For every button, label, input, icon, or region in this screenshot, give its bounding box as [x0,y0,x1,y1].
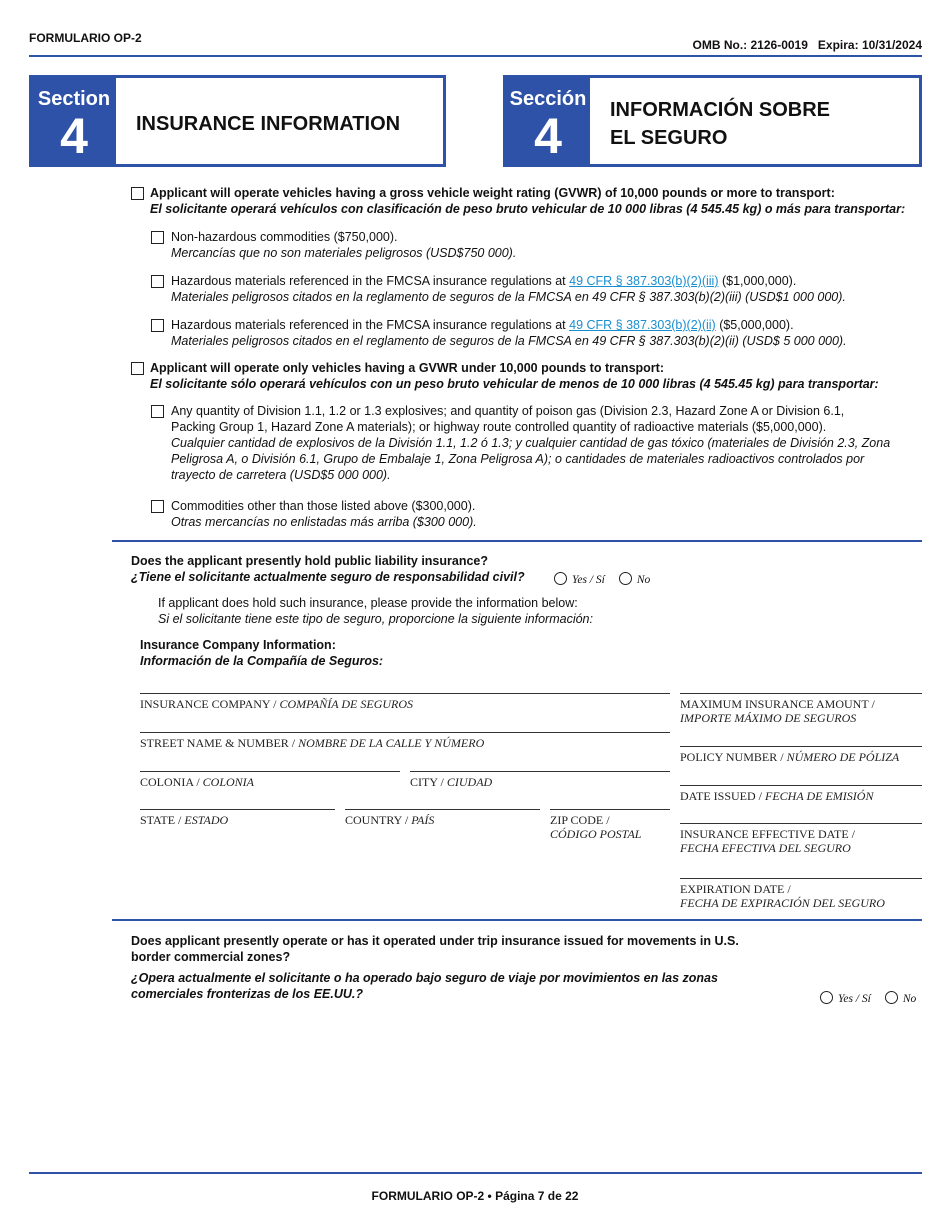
footer-divider [29,1172,922,1174]
issued-field-label [680,789,873,803]
option-en: Non-hazardous commodities ($750,000). [171,230,398,244]
omb-info [693,38,922,52]
effective-field-label [680,827,855,855]
label-en: STREET NAME & NUMBER / [140,736,299,750]
gvwr-under-en: Applicant will operate only vehicles having a GVWR under 10,000 pounds to transport: [150,361,664,375]
city-field-label [410,775,492,789]
label-es: COLONIA [202,775,255,789]
section-header-es [503,75,922,167]
gvwr-over-es: El solicitante operará vehículos con clasificación de peso bruto vehicular de 10 000 libras (4 545.45 kg) o más para transportar: [150,202,906,216]
label-es: NOMBRE DE LA CALLE Y NÚMERO [298,736,485,750]
colonia-input-line[interactable] [140,771,400,772]
section-divider [112,919,922,921]
city-input-line[interactable] [410,771,670,772]
country-field-label [345,813,434,827]
max-amount-input-line[interactable] [680,693,922,694]
street-field-label [140,736,484,750]
label-en: EXPIRATION DATE / [680,882,791,896]
option-es: Materiales peligrosos citados en la reglamento de seguros de la FMCSA en 49 CFR § 387.303(b)(2)(iii) (USD$1 000 000). [171,290,846,304]
zip-field-label [550,813,641,841]
gvwr-under-label [150,360,930,392]
option-en: Packing Group 1, Hazard Zone A materials); or highway route controlled quantity of radioactive materials ($5,000,000). [171,420,827,434]
section-title: INSURANCE INFORMATION [136,113,401,135]
radio-label: No [902,993,917,1005]
country-input-line[interactable] [345,809,540,810]
liability-no-radio[interactable] [619,572,632,585]
issued-input-line[interactable] [680,785,922,786]
label-en: COLONIA / [140,775,203,789]
zip-input-line[interactable] [550,809,670,810]
company-heading-en: Insurance Company Information: [140,638,336,652]
section-title-line: EL SEGURO [610,127,728,149]
max-amount-field-label [680,697,875,725]
label-es: IMPORTE MÁXIMO DE SEGUROS [680,711,857,725]
state-field-label [140,813,228,827]
page-footer: FORMULARIO OP-2 • Página 7 de 22 [371,1189,579,1203]
section-word: Sección [509,88,587,110]
trip-radio-group [820,989,916,1007]
other-commodities-checkbox[interactable] [151,500,164,513]
label-en: INSURANCE EFFECTIVE DATE / [680,827,856,841]
label-en: INSURANCE COMPANY / [140,697,280,711]
hazmat-5m-label [171,317,921,349]
section-title-line: INFORMACIÓN SOBRE [610,99,830,121]
instructions-es: Si el solicitante tiene este tipo de seguro, proporcione la siguiente información: [158,612,593,626]
option-es: Mercancías que no son materiales peligrosos (USD$750 000). [171,246,517,260]
expiration-input-line[interactable] [680,878,922,879]
liability-yes-option[interactable] [554,572,605,586]
omb-number: OMB No.: 2126-0019 [692,38,808,52]
liability-question [131,553,561,585]
option-amount: ($1,000,000). [718,274,797,288]
effective-input-line[interactable] [680,823,922,824]
label-es: CÓDIGO POSTAL [550,827,642,841]
trip-question-en: border commercial zones? [131,950,291,964]
explosives-checkbox[interactable] [151,405,164,418]
option-amount: ($5,000,000). [715,318,794,332]
option-es: trayecto de carretera (USD$5 000 000). [171,468,391,482]
policy-input-line[interactable] [680,746,922,747]
company-field-label [140,697,413,711]
instructions-en: If applicant does hold such insurance, please provide the information below: [158,596,578,610]
label-en: DATE ISSUED / [680,789,766,803]
option-text: Hazardous materials referenced in the FMCSA insurance regulations at [171,274,570,288]
label-es: FECHA EFECTIVA DEL SEGURO [680,841,851,855]
option-en: Commodities other than those listed above ($300,000). [171,499,476,513]
liability-question-es: ¿Tiene el solicitante actualmente seguro de responsabilidad civil? [131,570,525,584]
option-en [171,273,921,289]
header-divider [29,55,922,57]
colonia-field-label [140,775,254,789]
liability-radio-group [554,570,664,588]
section-header-en [29,75,446,167]
street-input-line[interactable] [140,732,670,733]
radio-label: No [636,574,651,586]
trip-question [131,933,791,1002]
section-word: Section [37,88,111,110]
policy-field-label [680,750,899,764]
label-en: MAXIMUM INSURANCE AMOUNT / [680,697,875,711]
gvwr-under-checkbox[interactable] [131,362,144,375]
section-title [610,96,830,152]
company-heading [140,637,640,669]
section-number: 4 [60,108,88,164]
label-en: STATE / [140,813,185,827]
gvwr-over-checkbox[interactable] [131,187,144,200]
gvwr-over-label [150,185,930,217]
trip-no-radio[interactable] [885,991,898,1004]
non-hazardous-label [171,229,921,261]
option-en [171,317,921,333]
cfr-link[interactable]: 49 CFR § 387.303(b)(2)(iii) [569,274,719,288]
trip-yes-option[interactable] [820,991,871,1005]
company-heading-es: Información de la Compañía de Seguros: [140,654,384,668]
label-es: FECHA DE EXPIRACIÓN DEL SEGURO [680,896,885,910]
form-id: FORMULARIO OP-2 [29,31,142,45]
section-divider [112,540,922,542]
label-es: PAÍS [411,813,435,827]
section-badge [506,78,590,164]
trip-question-en: Does applicant presently operate or has it operated under trip insurance issued for movements in U.S. [131,934,739,948]
cfr-link[interactable]: 49 CFR § 387.303(b)(2)(ii) [569,318,716,332]
state-input-line[interactable] [140,809,335,810]
trip-yes-radio[interactable] [820,991,833,1004]
hazmat-1m-checkbox[interactable] [151,275,164,288]
gvwr-over-en: Applicant will operate vehicles having a gross vehicle weight rating (GVWR) of 10,000 pounds or more to transport: [150,186,835,200]
label-es: ESTADO [184,813,229,827]
other-commodities-label [171,498,921,530]
liability-question-en: Does the applicant presently hold public liability insurance? [131,554,489,568]
trip-question-es: ¿Opera actualmente el solicitante o ha operado bajo seguro de viaje por movimientos en las zonas [131,971,718,985]
non-hazardous-checkbox[interactable] [151,231,164,244]
option-es: Peligrosa A, o División 6.1, Grupo de Embalaje 1, Zona Peligrosa A); o cantidades de materiales radioactivos controlados por [171,452,865,466]
label-es: CIUDAD [446,775,493,789]
label-es: FECHA DE EMISIÓN [765,789,874,803]
explosives-label [171,403,926,483]
label-en: COUNTRY / [345,813,412,827]
hazmat-1m-label [171,273,921,305]
company-input-line[interactable] [140,693,670,694]
label-en: ZIP CODE / [550,813,610,827]
section-badge [32,78,116,164]
liability-no-option[interactable] [619,572,650,586]
trip-no-option[interactable] [885,991,916,1005]
section-number: 4 [534,108,562,164]
option-text: Hazardous materials referenced in the FMCSA insurance regulations at [171,318,570,332]
option-es: Otras mercancías no enlistadas más arriba ($300 000). [171,515,477,529]
trip-question-es: comerciales fronterizas de los EE.UU.? [131,987,364,1001]
label-en: CITY / [410,775,447,789]
expiration: Expira: 10/31/2024 [817,38,922,52]
label-en: POLICY NUMBER / [680,750,787,764]
radio-label: Yes / Sí [572,574,605,586]
gvwr-under-es: El solicitante sólo operará vehículos con un peso bruto vehicular de menos de 10 000 libras (4 545.45 kg) para transportar: [150,377,879,391]
expiration-field-label [680,882,885,910]
hazmat-5m-checkbox[interactable] [151,319,164,332]
option-es: Cualquier cantidad de explosivos de la División 1.1, 1.2 ó 1.3; y cualquier cantidad de gas tóxico (materiales de División 2.3, Zona [171,436,891,450]
radio-label: Yes / Sí [838,993,871,1005]
label-es: NÚMERO DE PÓLIZA [786,750,900,764]
liability-instructions [158,595,858,627]
label-es: COMPAÑÍA DE SEGUROS [279,697,414,711]
option-en: Any quantity of Division 1.1, 1.2 or 1.3 explosives; and quantity of poison gas (Division 2.3, Hazard Zone A or Division 6.1, [171,404,845,418]
option-es: Materiales peligrosos citados en el reglamento de seguros de la FMCSA en 49 CFR § 387.303(b)(2)(ii) (USD$ 5 000 000). [171,334,847,348]
liability-yes-radio[interactable] [554,572,567,585]
